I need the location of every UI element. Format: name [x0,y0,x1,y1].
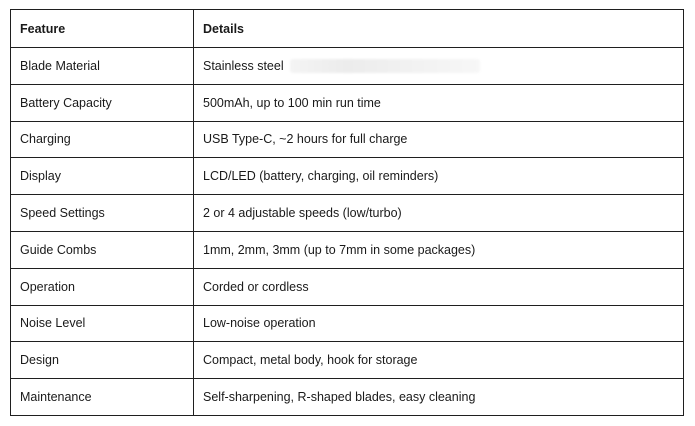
column-header-details: Details [194,10,684,48]
feature-cell: Blade Material [11,48,194,85]
feature-cell: Battery Capacity [11,84,194,121]
column-header-feature: Feature [11,10,194,48]
details-cell: 1mm, 2mm, 3mm (up to 7mm in some packages) [194,231,684,268]
table-row [11,268,684,305]
details-cell: LCD/LED (battery, charging, oil reminders) [194,158,684,195]
feature-cell: Charging [11,121,194,158]
table-row [11,231,684,268]
details-cell: Low-noise operation [194,305,684,342]
table-row [11,379,684,416]
feature-cell: Guide Combs [11,231,194,268]
details-cell: Compact, metal body, hook for storage [194,342,684,379]
feature-cell: Display [11,158,194,195]
details-cell: 2 or 4 adjustable speeds (low/turbo) [194,195,684,232]
feature-cell: Operation [11,268,194,305]
feature-cell: Noise Level [11,305,194,342]
table-row [11,84,684,121]
table-row [11,48,684,85]
table-row [11,195,684,232]
feature-cell: Maintenance [11,379,194,416]
details-text: Stainless steel [203,58,284,73]
feature-spec-table [10,9,684,416]
details-cell [194,48,684,85]
table-row [11,342,684,379]
details-cell: 500mAh, up to 100 min run time [194,84,684,121]
redacted-blur [290,59,480,73]
table-row [11,121,684,158]
feature-cell: Speed Settings [11,195,194,232]
table-row [11,305,684,342]
feature-cell: Design [11,342,194,379]
details-cell: Corded or cordless [194,268,684,305]
table-row [11,158,684,195]
details-cell: Self-sharpening, R-shaped blades, easy cleaning [194,379,684,416]
details-cell: USB Type-C, ~2 hours for full charge [194,121,684,158]
table-header-row [11,10,684,48]
